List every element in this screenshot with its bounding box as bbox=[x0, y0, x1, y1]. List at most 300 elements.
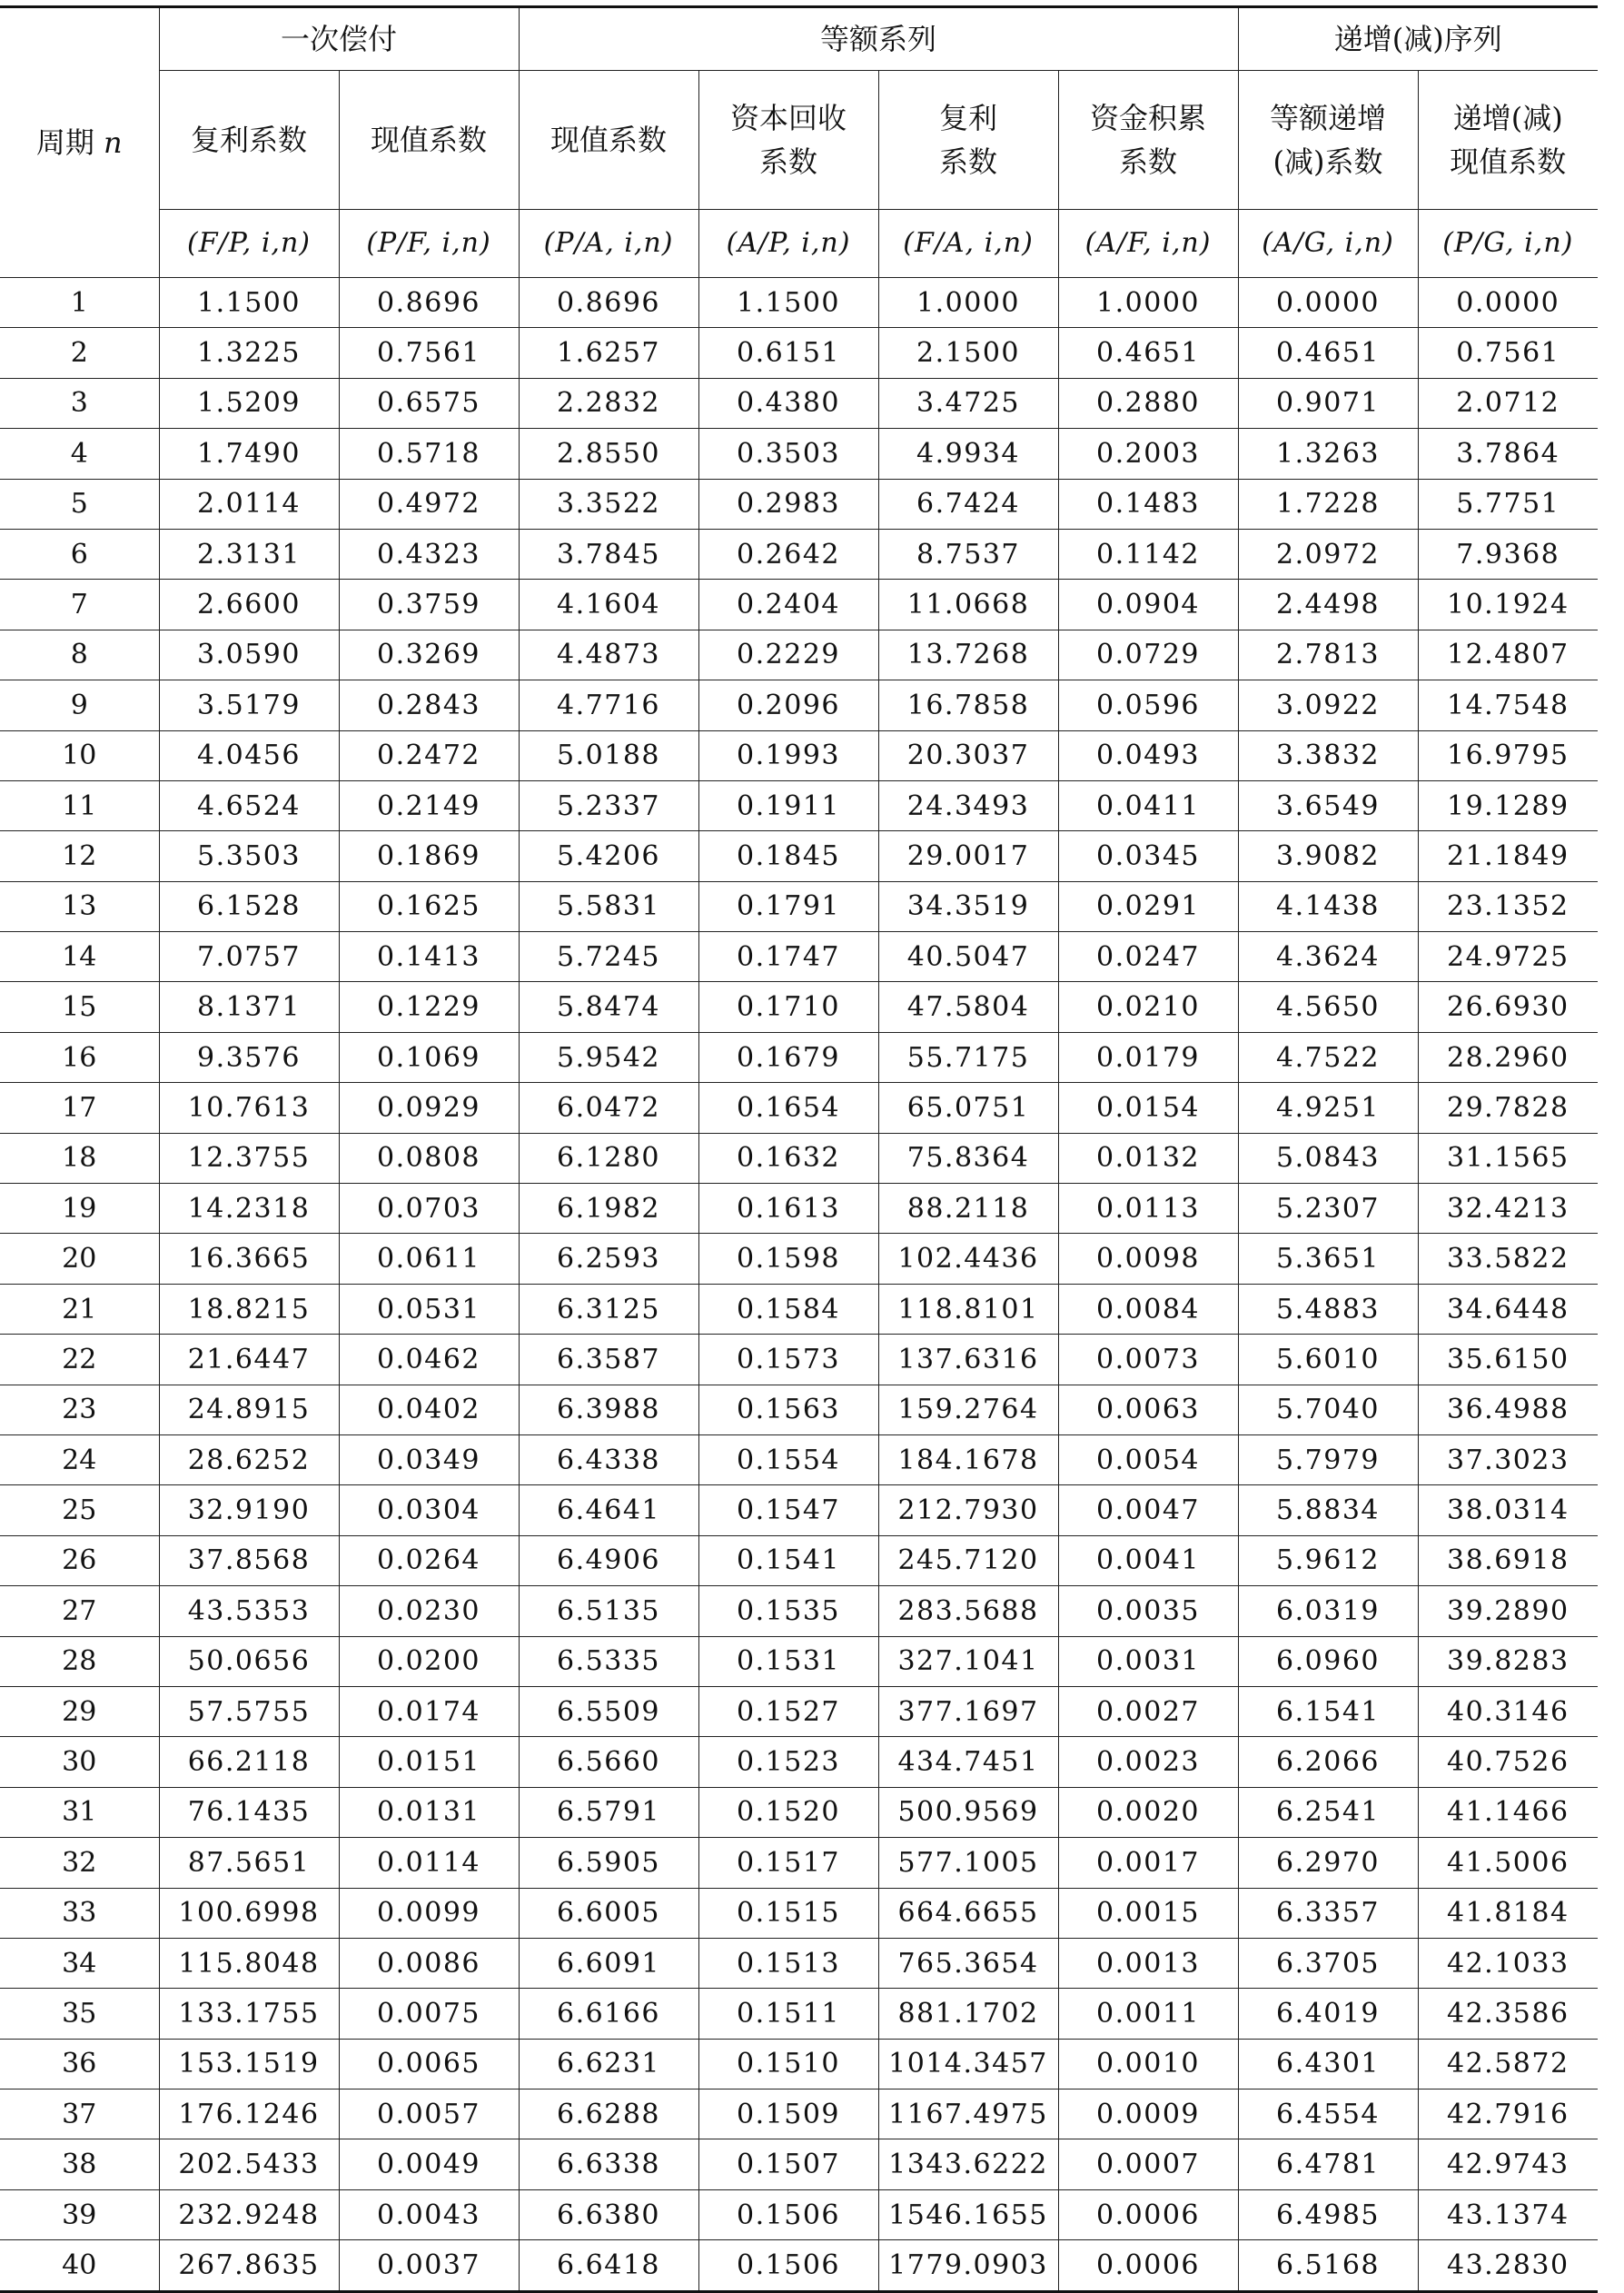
period-cell: 4 bbox=[0, 429, 159, 479]
factor-cell: 2.0972 bbox=[1238, 529, 1418, 579]
factor-cell: 0.0493 bbox=[1058, 730, 1238, 780]
factor-cell: 5.2307 bbox=[1238, 1184, 1418, 1234]
column-header-line2: 现值系数 bbox=[1450, 144, 1567, 179]
factor-cell: 42.3586 bbox=[1418, 1989, 1598, 2039]
factor-cell: 3.9082 bbox=[1238, 831, 1418, 881]
period-cell: 2 bbox=[0, 328, 159, 378]
factor-cell: 5.9612 bbox=[1238, 1535, 1418, 1585]
factor-cell: 0.0000 bbox=[1238, 278, 1418, 328]
factor-cell: 0.0808 bbox=[339, 1133, 519, 1183]
factor-cell: 4.3624 bbox=[1238, 932, 1418, 982]
period-cell: 19 bbox=[0, 1184, 159, 1234]
factor-cell: 0.2149 bbox=[339, 780, 519, 830]
factor-cell: 1.6257 bbox=[519, 328, 698, 378]
factor-cell: 6.6418 bbox=[519, 2240, 698, 2291]
column-header-name bbox=[1238, 71, 1418, 210]
factor-cell: 1.1500 bbox=[698, 278, 878, 328]
factor-cell: 0.4651 bbox=[1058, 328, 1238, 378]
column-header-name bbox=[159, 71, 339, 210]
factor-cell: 24.3493 bbox=[878, 780, 1058, 830]
factor-cell: 6.5168 bbox=[1238, 2240, 1418, 2291]
table-row bbox=[0, 1737, 1598, 1787]
factor-cell: 21.6447 bbox=[159, 1335, 339, 1385]
factor-cell: 0.0179 bbox=[1058, 1032, 1238, 1082]
factor-cell: 0.1517 bbox=[698, 1838, 878, 1888]
column-header-formula: (A/G, i,n) bbox=[1238, 210, 1418, 278]
factor-cell: 6.4641 bbox=[519, 1485, 698, 1535]
table-row bbox=[0, 1989, 1598, 2039]
factor-cell: 133.1755 bbox=[159, 1989, 339, 2039]
period-cell: 34 bbox=[0, 1938, 159, 1988]
factor-cell: 40.5047 bbox=[878, 932, 1058, 982]
factor-cell: 6.6288 bbox=[519, 2090, 698, 2139]
table-row bbox=[0, 831, 1598, 881]
column-header-line2: (减)系数 bbox=[1272, 144, 1383, 179]
table-row bbox=[0, 1234, 1598, 1284]
factor-cell: 159.2764 bbox=[878, 1385, 1058, 1434]
factor-cell: 0.1632 bbox=[698, 1133, 878, 1183]
group-header-single-payment: 一次偿付 bbox=[159, 7, 519, 71]
factor-cell: 0.6575 bbox=[339, 378, 519, 428]
period-cell: 30 bbox=[0, 1737, 159, 1787]
factor-cell: 16.7858 bbox=[878, 680, 1058, 730]
factor-cell: 6.5135 bbox=[519, 1586, 698, 1636]
factor-cell: 41.1466 bbox=[1418, 1787, 1598, 1837]
factor-cell: 0.1791 bbox=[698, 881, 878, 931]
period-cell: 14 bbox=[0, 932, 159, 982]
factor-cell: 32.4213 bbox=[1418, 1184, 1598, 1234]
factor-cell: 0.1654 bbox=[698, 1083, 878, 1133]
factor-cell: 34.3519 bbox=[878, 881, 1058, 931]
table-row bbox=[0, 328, 1598, 378]
factor-cell: 0.1869 bbox=[339, 831, 519, 881]
period-cell: 8 bbox=[0, 630, 159, 680]
factor-cell: 28.6252 bbox=[159, 1434, 339, 1484]
period-cell: 10 bbox=[0, 730, 159, 780]
factor-cell: 8.1371 bbox=[159, 982, 339, 1032]
column-header-line2: 系数 bbox=[759, 144, 818, 179]
table-row bbox=[0, 1184, 1598, 1234]
factor-cell: 2.0114 bbox=[159, 479, 339, 529]
factor-cell: 6.4906 bbox=[519, 1535, 698, 1585]
factor-cell: 0.0402 bbox=[339, 1385, 519, 1434]
factor-cell: 5.7751 bbox=[1418, 479, 1598, 529]
table-row bbox=[0, 1535, 1598, 1585]
column-header-line1: 现值系数 bbox=[371, 123, 488, 157]
factor-cell: 0.0086 bbox=[339, 1938, 519, 1988]
factor-cell: 2.6600 bbox=[159, 580, 339, 630]
factor-cell: 6.3705 bbox=[1238, 1938, 1418, 1988]
factor-cell: 0.6151 bbox=[698, 328, 878, 378]
factor-cell: 0.2472 bbox=[339, 730, 519, 780]
factor-cell: 4.6524 bbox=[159, 780, 339, 830]
table-row bbox=[0, 1284, 1598, 1334]
factor-cell: 0.0017 bbox=[1058, 1838, 1238, 1888]
factor-cell: 245.7120 bbox=[878, 1535, 1058, 1585]
factor-cell: 2.7813 bbox=[1238, 630, 1418, 680]
table-row bbox=[0, 1485, 1598, 1535]
factor-cell: 327.1041 bbox=[878, 1636, 1058, 1686]
factor-cell: 1343.6222 bbox=[878, 2139, 1058, 2189]
header-group-row bbox=[0, 7, 1598, 71]
group-header-uniform-series: 等额系列 bbox=[519, 7, 1238, 71]
factor-cell: 6.4781 bbox=[1238, 2139, 1418, 2189]
factor-cell: 65.0751 bbox=[878, 1083, 1058, 1133]
period-cell: 13 bbox=[0, 881, 159, 931]
factor-cell: 4.1604 bbox=[519, 580, 698, 630]
factor-cell: 0.0015 bbox=[1058, 1888, 1238, 1938]
period-cell: 36 bbox=[0, 2039, 159, 2089]
table-row bbox=[0, 1434, 1598, 1484]
factor-cell: 40.7526 bbox=[1418, 1737, 1598, 1787]
factor-cell: 0.2003 bbox=[1058, 429, 1238, 479]
table-row bbox=[0, 479, 1598, 529]
column-header-line2: 系数 bbox=[939, 144, 998, 179]
factor-cell: 0.2983 bbox=[698, 479, 878, 529]
factor-cell: 0.1509 bbox=[698, 2090, 878, 2139]
factor-cell: 2.3131 bbox=[159, 529, 339, 579]
factor-cell: 0.2843 bbox=[339, 680, 519, 730]
factor-cell: 6.5905 bbox=[519, 1838, 698, 1888]
factor-cell: 0.0037 bbox=[339, 2240, 519, 2291]
factor-cell: 43.2830 bbox=[1418, 2240, 1598, 2291]
factor-cell: 1779.0903 bbox=[878, 2240, 1058, 2291]
factor-cell: 0.7561 bbox=[339, 328, 519, 378]
factor-cell: 57.5755 bbox=[159, 1686, 339, 1736]
factor-cell: 6.4338 bbox=[519, 1434, 698, 1484]
period-cell: 37 bbox=[0, 2090, 159, 2139]
period-cell: 17 bbox=[0, 1083, 159, 1133]
factor-cell: 0.1507 bbox=[698, 2139, 878, 2189]
factor-cell: 6.3587 bbox=[519, 1335, 698, 1385]
factor-cell: 0.1613 bbox=[698, 1184, 878, 1234]
table-row bbox=[0, 780, 1598, 830]
column-header-formula: (A/P, i,n) bbox=[698, 210, 878, 278]
factor-cell: 0.0020 bbox=[1058, 1787, 1238, 1837]
factor-cell: 5.5831 bbox=[519, 881, 698, 931]
header-formula-row bbox=[0, 210, 1598, 278]
factor-cell: 6.6338 bbox=[519, 2139, 698, 2189]
factor-cell: 6.2970 bbox=[1238, 1838, 1418, 1888]
factor-cell: 34.6448 bbox=[1418, 1284, 1598, 1334]
factor-cell: 13.7268 bbox=[878, 630, 1058, 680]
factor-cell: 0.8696 bbox=[519, 278, 698, 328]
factor-cell: 3.0922 bbox=[1238, 680, 1418, 730]
factor-cell: 6.4985 bbox=[1238, 2189, 1418, 2239]
period-cell: 9 bbox=[0, 680, 159, 730]
factor-cell: 3.7864 bbox=[1418, 429, 1598, 479]
factor-cell: 0.1554 bbox=[698, 1434, 878, 1484]
factor-cell: 6.6091 bbox=[519, 1938, 698, 1988]
factor-cell: 3.6549 bbox=[1238, 780, 1418, 830]
factor-cell: 5.9542 bbox=[519, 1032, 698, 1082]
factor-cell: 6.4554 bbox=[1238, 2090, 1418, 2139]
period-cell: 28 bbox=[0, 1636, 159, 1686]
factor-cell: 42.5872 bbox=[1418, 2039, 1598, 2089]
factor-cell: 33.5822 bbox=[1418, 1234, 1598, 1284]
table-row bbox=[0, 1385, 1598, 1434]
factor-cell: 6.7424 bbox=[878, 479, 1058, 529]
period-cell: 5 bbox=[0, 479, 159, 529]
factor-cell: 6.6380 bbox=[519, 2189, 698, 2239]
factor-cell: 0.0904 bbox=[1058, 580, 1238, 630]
factor-cell: 0.0210 bbox=[1058, 982, 1238, 1032]
factor-cell: 0.0304 bbox=[339, 1485, 519, 1535]
table-row bbox=[0, 932, 1598, 982]
factor-cell: 0.1563 bbox=[698, 1385, 878, 1434]
header-name-row bbox=[0, 71, 1598, 210]
factor-cell: 500.9569 bbox=[878, 1787, 1058, 1837]
period-cell: 24 bbox=[0, 1434, 159, 1484]
factor-cell: 0.0131 bbox=[339, 1787, 519, 1837]
factor-cell: 0.0411 bbox=[1058, 780, 1238, 830]
factor-cell: 41.8184 bbox=[1418, 1888, 1598, 1938]
factor-cell: 21.1849 bbox=[1418, 831, 1598, 881]
factor-cell: 0.1845 bbox=[698, 831, 878, 881]
period-cell: 3 bbox=[0, 378, 159, 428]
factor-cell: 7.0757 bbox=[159, 932, 339, 982]
factor-cell: 6.0319 bbox=[1238, 1586, 1418, 1636]
factor-cell: 434.7451 bbox=[878, 1737, 1058, 1787]
period-cell: 16 bbox=[0, 1032, 159, 1082]
factor-cell: 2.4498 bbox=[1238, 580, 1418, 630]
factor-cell: 0.0006 bbox=[1058, 2189, 1238, 2239]
factor-cell: 6.1528 bbox=[159, 881, 339, 931]
factor-cell: 0.2096 bbox=[698, 680, 878, 730]
factor-cell: 0.0113 bbox=[1058, 1184, 1238, 1234]
column-header-line1: 资本回收 bbox=[730, 101, 847, 135]
factor-cell: 4.7716 bbox=[519, 680, 698, 730]
factor-cell: 0.0132 bbox=[1058, 1133, 1238, 1183]
factor-cell: 0.0729 bbox=[1058, 630, 1238, 680]
factor-cell: 42.1033 bbox=[1418, 1938, 1598, 1988]
period-cell: 25 bbox=[0, 1485, 159, 1535]
factor-cell: 0.2642 bbox=[698, 529, 878, 579]
factor-cell: 31.1565 bbox=[1418, 1133, 1598, 1183]
factor-cell: 5.0843 bbox=[1238, 1133, 1418, 1183]
factor-cell: 0.2880 bbox=[1058, 378, 1238, 428]
factor-cell: 6.6166 bbox=[519, 1989, 698, 2039]
factor-cell: 16.3665 bbox=[159, 1234, 339, 1284]
factor-cell: 0.8696 bbox=[339, 278, 519, 328]
factor-cell: 6.1982 bbox=[519, 1184, 698, 1234]
period-cell: 1 bbox=[0, 278, 159, 328]
factor-cell: 0.1142 bbox=[1058, 529, 1238, 579]
factor-cell: 76.1435 bbox=[159, 1787, 339, 1837]
factor-cell: 0.0031 bbox=[1058, 1636, 1238, 1686]
factor-cell: 1.1500 bbox=[159, 278, 339, 328]
column-header-name bbox=[1418, 71, 1598, 210]
factor-cell: 0.1483 bbox=[1058, 479, 1238, 529]
factor-cell: 37.3023 bbox=[1418, 1434, 1598, 1484]
column-header-line1: 复利 bbox=[939, 101, 998, 135]
factor-cell: 0.1523 bbox=[698, 1737, 878, 1787]
period-cell: 39 bbox=[0, 2189, 159, 2239]
factor-cell: 3.7845 bbox=[519, 529, 698, 579]
factor-cell: 0.1069 bbox=[339, 1032, 519, 1082]
factor-cell: 0.1515 bbox=[698, 1888, 878, 1938]
factor-cell: 1.7228 bbox=[1238, 479, 1418, 529]
factor-cell: 10.7613 bbox=[159, 1083, 339, 1133]
table-row bbox=[0, 680, 1598, 730]
factor-cell: 6.5335 bbox=[519, 1636, 698, 1686]
factor-cell: 4.0456 bbox=[159, 730, 339, 780]
factor-cell: 6.5509 bbox=[519, 1686, 698, 1736]
factor-cell: 4.5650 bbox=[1238, 982, 1418, 1032]
factor-cell: 0.0230 bbox=[339, 1586, 519, 1636]
factor-cell: 184.1678 bbox=[878, 1434, 1058, 1484]
factor-cell: 0.0011 bbox=[1058, 1989, 1238, 2039]
factor-cell: 0.3503 bbox=[698, 429, 878, 479]
period-cell: 29 bbox=[0, 1686, 159, 1736]
period-cell: 11 bbox=[0, 780, 159, 830]
table-row bbox=[0, 1083, 1598, 1133]
factor-cell: 43.1374 bbox=[1418, 2189, 1598, 2239]
column-header-formula: (P/A, i,n) bbox=[519, 210, 698, 278]
factor-cell: 6.2066 bbox=[1238, 1737, 1418, 1787]
factor-cell: 5.8834 bbox=[1238, 1485, 1418, 1535]
factor-cell: 0.0098 bbox=[1058, 1234, 1238, 1284]
factor-cell: 0.1527 bbox=[698, 1686, 878, 1736]
table-row bbox=[0, 580, 1598, 630]
factor-cell: 0.9071 bbox=[1238, 378, 1418, 428]
factor-cell: 0.5718 bbox=[339, 429, 519, 479]
table-row bbox=[0, 1787, 1598, 1837]
table-row bbox=[0, 429, 1598, 479]
factor-cell: 5.4883 bbox=[1238, 1284, 1418, 1334]
column-header-name bbox=[1058, 71, 1238, 210]
factor-cell: 3.3522 bbox=[519, 479, 698, 529]
factor-cell: 42.7916 bbox=[1418, 2090, 1598, 2139]
factor-cell: 0.4972 bbox=[339, 479, 519, 529]
factor-cell: 2.1500 bbox=[878, 328, 1058, 378]
factor-cell: 0.0006 bbox=[1058, 2240, 1238, 2291]
factor-cell: 39.2890 bbox=[1418, 1586, 1598, 1636]
column-header-formula: (P/F, i,n) bbox=[339, 210, 519, 278]
factor-cell: 137.6316 bbox=[878, 1335, 1058, 1385]
factor-cell: 0.0596 bbox=[1058, 680, 1238, 730]
factor-cell: 0.1710 bbox=[698, 982, 878, 1032]
factor-cell: 115.8048 bbox=[159, 1938, 339, 1988]
factor-cell: 0.1911 bbox=[698, 780, 878, 830]
table-row bbox=[0, 1636, 1598, 1686]
factor-cell: 0.0047 bbox=[1058, 1485, 1238, 1535]
factor-cell: 0.0043 bbox=[339, 2189, 519, 2239]
factor-cell: 32.9190 bbox=[159, 1485, 339, 1535]
period-cell: 40 bbox=[0, 2240, 159, 2291]
period-cell: 22 bbox=[0, 1335, 159, 1385]
factor-cell: 0.0099 bbox=[339, 1888, 519, 1938]
factor-cell: 0.0035 bbox=[1058, 1586, 1238, 1636]
period-cell: 7 bbox=[0, 580, 159, 630]
factor-cell: 0.4651 bbox=[1238, 328, 1418, 378]
factor-cell: 153.1519 bbox=[159, 2039, 339, 2089]
factor-cell: 35.6150 bbox=[1418, 1335, 1598, 1385]
factor-cell: 4.9934 bbox=[878, 429, 1058, 479]
factor-cell: 0.0264 bbox=[339, 1535, 519, 1585]
factor-cell: 29.7828 bbox=[1418, 1083, 1598, 1133]
factor-cell: 47.5804 bbox=[878, 982, 1058, 1032]
factor-cell: 0.1547 bbox=[698, 1485, 878, 1535]
factor-cell: 0.1513 bbox=[698, 1938, 878, 1988]
factor-cell: 0.2404 bbox=[698, 580, 878, 630]
factor-cell: 42.9743 bbox=[1418, 2139, 1598, 2189]
table-row bbox=[0, 2139, 1598, 2189]
factor-cell: 1.5209 bbox=[159, 378, 339, 428]
factor-cell: 43.5353 bbox=[159, 1586, 339, 1636]
table-row bbox=[0, 1838, 1598, 1888]
factor-cell: 5.7979 bbox=[1238, 1434, 1418, 1484]
factor-cell: 0.2229 bbox=[698, 630, 878, 680]
column-header-name bbox=[339, 71, 519, 210]
factor-cell: 118.8101 bbox=[878, 1284, 1058, 1334]
factor-cell: 28.2960 bbox=[1418, 1032, 1598, 1082]
factor-cell: 0.0073 bbox=[1058, 1335, 1238, 1385]
factor-cell: 0.0345 bbox=[1058, 831, 1238, 881]
factor-cell: 0.0200 bbox=[339, 1636, 519, 1686]
table-row bbox=[0, 529, 1598, 579]
factor-cell: 0.0174 bbox=[339, 1686, 519, 1736]
table-row bbox=[0, 1032, 1598, 1082]
table-row bbox=[0, 2039, 1598, 2089]
factor-cell: 1014.3457 bbox=[878, 2039, 1058, 2089]
factor-cell: 1.3263 bbox=[1238, 429, 1418, 479]
factor-cell: 0.0462 bbox=[339, 1335, 519, 1385]
table-row bbox=[0, 278, 1598, 328]
period-cell: 33 bbox=[0, 1888, 159, 1938]
factor-cell: 24.9725 bbox=[1418, 932, 1598, 982]
table-row bbox=[0, 2189, 1598, 2239]
factor-cell: 0.1598 bbox=[698, 1234, 878, 1284]
column-header-formula: (A/F, i,n) bbox=[1058, 210, 1238, 278]
factor-cell: 0.0009 bbox=[1058, 2090, 1238, 2139]
factor-cell: 377.1697 bbox=[878, 1686, 1058, 1736]
factor-cell: 4.7522 bbox=[1238, 1032, 1418, 1082]
factor-cell: 36.4988 bbox=[1418, 1385, 1598, 1434]
factor-cell: 5.2337 bbox=[519, 780, 698, 830]
factor-cell: 0.1541 bbox=[698, 1535, 878, 1585]
factor-cell: 0.1506 bbox=[698, 2189, 878, 2239]
column-header-line1: 递增(减) bbox=[1452, 101, 1563, 135]
factor-cell: 0.0007 bbox=[1058, 2139, 1238, 2189]
table-row bbox=[0, 1335, 1598, 1385]
factor-cell: 0.1531 bbox=[698, 1636, 878, 1686]
factor-cell: 0.0349 bbox=[339, 1434, 519, 1484]
column-header-formula: (P/G, i,n) bbox=[1418, 210, 1598, 278]
column-header-formula: (F/P, i,n) bbox=[159, 210, 339, 278]
table-row bbox=[0, 730, 1598, 780]
factor-cell: 0.0063 bbox=[1058, 1385, 1238, 1434]
factor-cell: 39.8283 bbox=[1418, 1636, 1598, 1686]
factor-cell: 87.5651 bbox=[159, 1838, 339, 1888]
table-row bbox=[0, 881, 1598, 931]
factor-cell: 202.5433 bbox=[159, 2139, 339, 2189]
factor-cell: 6.5660 bbox=[519, 1737, 698, 1787]
table-row bbox=[0, 1938, 1598, 1988]
factor-cell: 20.3037 bbox=[878, 730, 1058, 780]
factor-cell: 26.6930 bbox=[1418, 982, 1598, 1032]
factor-cell: 6.3357 bbox=[1238, 1888, 1418, 1938]
group-header-gradient-series: 递增(减)序列 bbox=[1238, 7, 1598, 71]
factor-cell: 14.2318 bbox=[159, 1184, 339, 1234]
factor-cell: 0.0000 bbox=[1418, 278, 1598, 328]
factor-cell: 6.2593 bbox=[519, 1234, 698, 1284]
factor-cell: 6.3988 bbox=[519, 1385, 698, 1434]
factor-cell: 41.5006 bbox=[1418, 1838, 1598, 1888]
period-label: 周期 bbox=[35, 125, 94, 160]
factor-cell: 40.3146 bbox=[1418, 1686, 1598, 1736]
factor-cell: 2.2832 bbox=[519, 378, 698, 428]
